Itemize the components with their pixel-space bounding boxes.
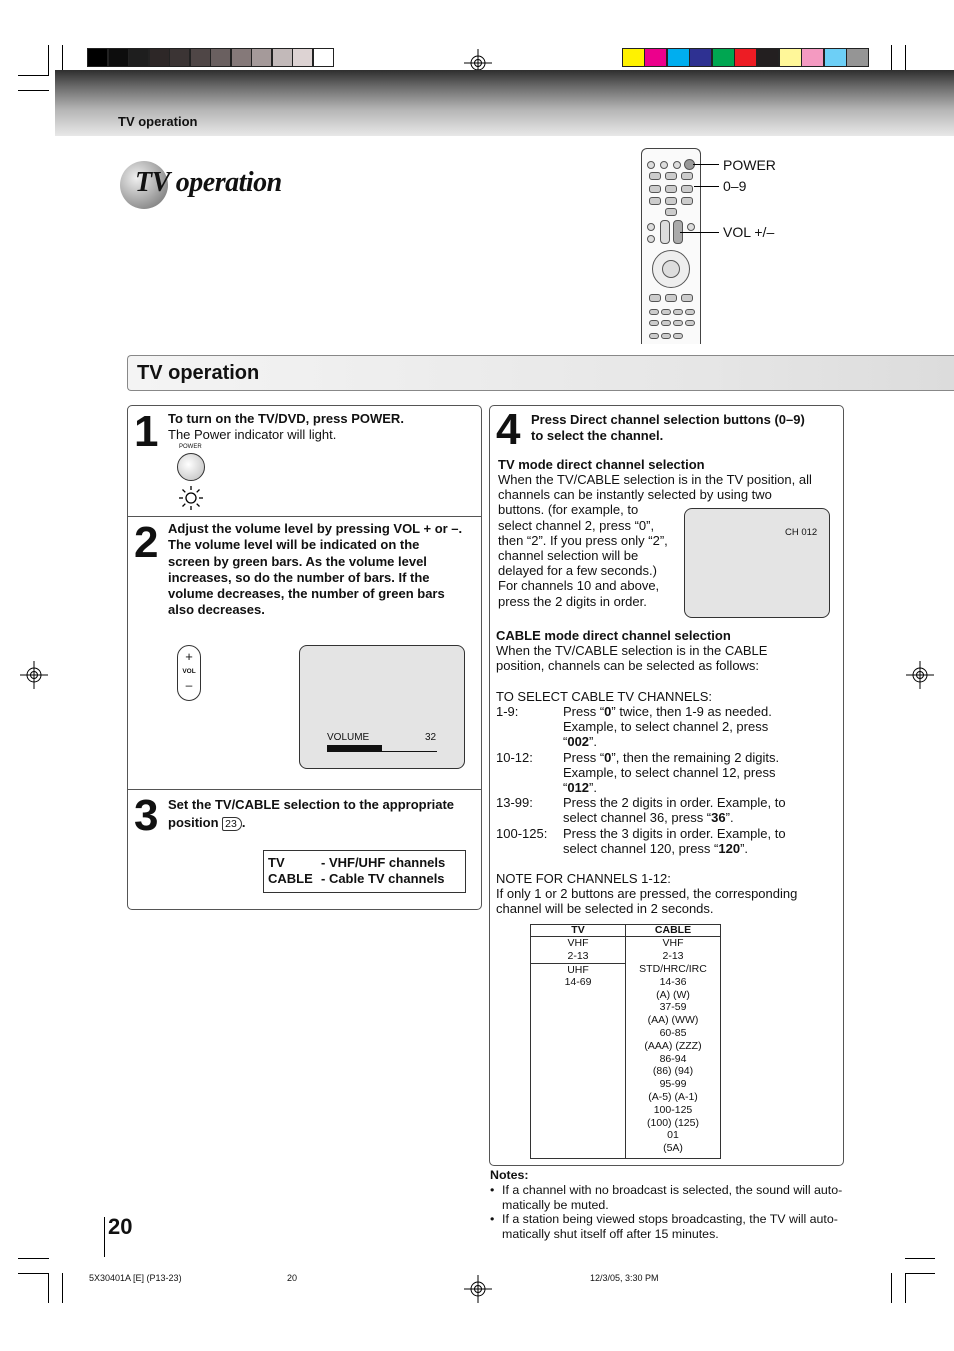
gray-swatch bbox=[108, 48, 129, 67]
gray-swatch bbox=[231, 48, 252, 67]
footer-page: 20 bbox=[287, 1273, 298, 1283]
divider bbox=[128, 516, 481, 517]
crop-mark bbox=[48, 45, 49, 75]
color-swatch bbox=[644, 48, 667, 67]
step3-heading-line: Set the TV/CABLE selection to the appropriate bbox=[168, 797, 455, 812]
cable-value: - Cable TV channels bbox=[321, 871, 445, 886]
step-number: 2 bbox=[134, 518, 159, 567]
crop-mark bbox=[905, 1258, 935, 1259]
note-title: NOTE FOR CHANNELS 1-12: bbox=[496, 871, 671, 886]
step2-line: increases, so do the number of bars. If the bbox=[168, 569, 430, 585]
step2-line: The volume level will be indicated on the bbox=[168, 537, 420, 553]
gray-swatch bbox=[190, 48, 211, 67]
indicator-light-icon bbox=[177, 484, 205, 512]
notes-title: Notes: bbox=[490, 1168, 529, 1182]
note-item: • If a channel with no broadcast is selected, the sound will auto- matically be muted. bbox=[490, 1183, 843, 1212]
crop-mark bbox=[18, 1273, 49, 1274]
tv-mode-text: When the TV/CABLE selection is in the TV position, all channels can be instantly selected by using two buttons. (for example, to select channel 2, press “0”, then “2”. If you press only “2”, channel selection will be delayed for a few seconds.) For channels 10 and above, press the 2 digits in order. bbox=[498, 472, 812, 609]
step2-text bbox=[168, 521, 478, 619]
step1-body: The Power indicator will light. bbox=[168, 427, 337, 442]
range-key: 100-125: bbox=[496, 825, 548, 841]
step-number: 1 bbox=[134, 407, 159, 456]
vol-minus-symbol: – bbox=[185, 678, 193, 692]
callout-vol-label: VOL +/– bbox=[723, 224, 775, 240]
step4-heading: Press Direct channel selection buttons (0–9) to select the channel. bbox=[531, 412, 805, 444]
color-swatch bbox=[712, 48, 735, 67]
section-title: TV operation bbox=[137, 362, 260, 384]
channel-osd: CH 012 bbox=[785, 527, 818, 538]
select-cable-title: TO SELECT CABLE TV CHANNELS: bbox=[496, 689, 713, 704]
step-number: 3 bbox=[134, 791, 159, 840]
power-button-icon bbox=[177, 453, 205, 481]
gray-swatch bbox=[292, 48, 313, 67]
step2-line: screen by green bars. As the volume level bbox=[168, 553, 427, 569]
crop-mark bbox=[905, 1273, 935, 1274]
note-item: • If a station being viewed stops broadcasting, the TV will auto- matically shut itself off after 15 minutes. bbox=[490, 1212, 838, 1241]
crop-mark bbox=[18, 1258, 49, 1259]
table-header: CABLE bbox=[626, 925, 721, 937]
footer-date: 12/3/05, 3:30 PM bbox=[590, 1273, 659, 1283]
section-header bbox=[127, 355, 954, 391]
step2-line: Adjust the volume level by pressing VOL + or –. bbox=[168, 521, 463, 536]
color-swatch bbox=[667, 48, 690, 67]
channel-table bbox=[530, 924, 721, 1159]
gray-swatch bbox=[149, 48, 170, 67]
vol-plus-symbol: + bbox=[185, 649, 193, 664]
color-swatch bbox=[756, 48, 779, 67]
vol-label: VOL bbox=[182, 668, 196, 675]
page-title: TV operation bbox=[135, 167, 282, 198]
color-swatch bbox=[779, 48, 802, 67]
tv-screen-channel bbox=[684, 508, 830, 618]
range-key: 13-99: bbox=[496, 795, 533, 811]
volume-osd-value: 32 bbox=[425, 732, 437, 743]
range-key: 10-12: bbox=[496, 749, 533, 765]
power-button-label: POWER bbox=[179, 444, 202, 450]
running-header: TV operation bbox=[118, 114, 198, 129]
table-cell: VHF 2-13 bbox=[531, 937, 626, 964]
color-swatch bbox=[824, 48, 847, 67]
page-ref-badge: 23 bbox=[222, 817, 242, 831]
table-header: TV bbox=[531, 925, 626, 937]
gray-swatch bbox=[210, 48, 231, 67]
page-number-rule bbox=[104, 1217, 105, 1257]
volume-osd-label: VOLUME bbox=[327, 732, 370, 743]
color-swatch bbox=[734, 48, 757, 67]
table-cell: STD/HRC/IRC 14-36 (A) (W) 37-59 (AA) (WW) 60-85 (AAA) (ZZZ) 86-94 (86) (94) 95-99 (A-5) (A-1) 100-125 (100) (125) 01 (5A) bbox=[626, 963, 721, 1158]
registration-mark-icon bbox=[20, 661, 48, 689]
gray-swatch bbox=[313, 48, 334, 67]
page-number: 20 bbox=[108, 1214, 133, 1239]
cable-mode-text: When the TV/CABLE selection is in the CABLE position, channels can be selected as follows: bbox=[496, 643, 768, 674]
callout-line bbox=[694, 186, 719, 187]
color-swatch bbox=[801, 48, 824, 67]
table-cell: VHF 2-13 bbox=[626, 937, 721, 964]
tv-mode-title: TV mode direct channel selection bbox=[498, 457, 705, 472]
crop-mark bbox=[905, 1273, 906, 1303]
crop-mark bbox=[18, 75, 49, 76]
color-swatch bbox=[622, 48, 645, 67]
registration-mark-icon bbox=[464, 1275, 492, 1303]
step1-heading: To turn on the TV/DVD, press POWER. bbox=[168, 411, 404, 426]
crop-mark bbox=[18, 90, 49, 91]
step3-heading-line: position bbox=[168, 815, 219, 830]
callout-power-label: POWER bbox=[723, 157, 776, 173]
step2-line: volume decreases, the number of green bars bbox=[168, 586, 445, 602]
callout-line bbox=[693, 164, 719, 165]
step3-heading: Set the TV/CABLE selection to the appropriate position 23 . bbox=[168, 796, 478, 832]
gray-swatch bbox=[128, 48, 149, 67]
step-number: 4 bbox=[496, 405, 521, 454]
callout-line bbox=[680, 232, 719, 233]
vol-button-icon bbox=[177, 645, 201, 701]
callout-digits-label: 0–9 bbox=[723, 178, 747, 194]
tv-value: - VHF/UHF channels bbox=[321, 855, 446, 870]
color-swatch bbox=[846, 48, 869, 67]
gray-swatch bbox=[169, 48, 190, 67]
crop-mark bbox=[48, 1273, 49, 1303]
gray-swatch bbox=[272, 48, 293, 67]
remote-control-illustration bbox=[641, 148, 701, 344]
footer-file: 5X30401A [E] (P13-23) bbox=[89, 1273, 182, 1283]
gray-swatch bbox=[251, 48, 272, 67]
note-text: If only 1 or 2 buttons are pressed, the corresponding channel will be selected in 2 seconds. bbox=[496, 886, 798, 917]
range-list: 1-9: Press “0” twice, then 1-9 as needed. Example, to select channel 2, press “002”. 10-12: Press “0”, then the remaining 2 digits. Example, to select channel 12, press “012”. 13-99: Press the 2 digits in order. Example, to select channel 36, press “36”. 100-125: Press the 3 digits in order. Example, to select channel 120, press “120”. bbox=[496, 704, 786, 856]
cable-mode-title: CABLE mode direct channel selection bbox=[496, 628, 731, 643]
registration-mark-icon bbox=[906, 661, 934, 689]
divider bbox=[128, 789, 481, 790]
crop-mark bbox=[62, 1273, 63, 1303]
table-cell: UHF 14-69 bbox=[531, 963, 626, 1158]
color-swatch bbox=[689, 48, 712, 67]
volume-bar-fill bbox=[327, 745, 382, 752]
cable-key: CABLE bbox=[268, 871, 313, 886]
range-key: 1-9: bbox=[496, 704, 519, 719]
gray-swatch bbox=[87, 48, 108, 67]
crop-mark bbox=[891, 1273, 892, 1303]
step2-line: also decreases. bbox=[168, 602, 265, 618]
tv-key: TV bbox=[268, 855, 285, 870]
